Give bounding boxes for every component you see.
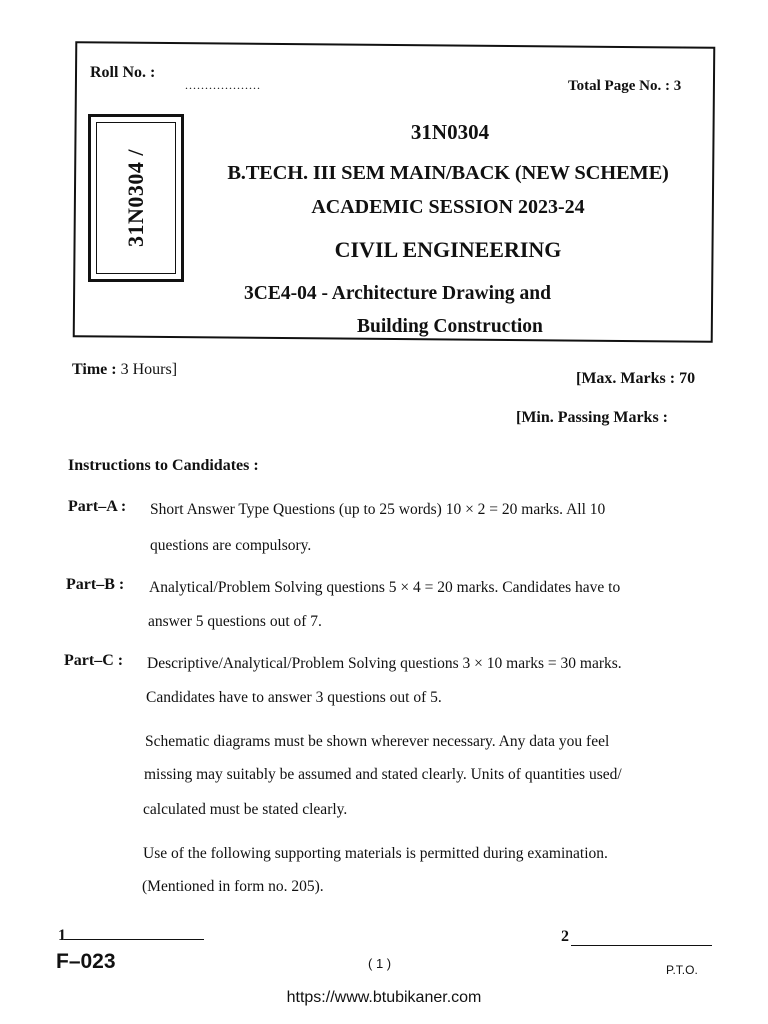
part-c-label: Part–C :	[64, 652, 124, 669]
time-label: Time :	[72, 361, 117, 378]
roll-no-dots: ...................	[185, 78, 261, 92]
note1-line3: calculated must be stated clearly.	[143, 801, 348, 818]
signature-2-label: 2	[561, 928, 569, 945]
time-row	[72, 361, 177, 379]
min-marks: [Min. Passing Marks :	[516, 409, 668, 426]
paper-code-stamp	[88, 114, 184, 282]
exam-title: B.TECH. III SEM MAIN/BACK (NEW SCHEME)	[227, 162, 669, 184]
subject-name-line2: Building Construction	[357, 316, 543, 337]
subject-title	[244, 283, 551, 305]
part-b-line2: answer 5 questions out of 7.	[148, 613, 322, 630]
instructions-heading: Instructions to Candidates :	[68, 457, 259, 474]
note1-line1: Schematic diagrams must be shown wherever necessary. Any data you feel	[145, 733, 610, 750]
time-value: 3 Hours]	[120, 361, 178, 378]
signature-1-line	[64, 939, 204, 940]
max-marks: [Max. Marks : 70	[576, 370, 696, 387]
note2-line2: (Mentioned in form no. 205).	[142, 878, 324, 895]
signature-1-label: 1	[58, 927, 66, 944]
pto-label: P.T.O.	[666, 963, 698, 977]
roll-no-label: Roll No. :	[90, 64, 156, 81]
note1-line2: missing may suitably be assumed and stated clearly. Units of quantities used/	[144, 766, 622, 783]
part-b-label: Part–B :	[66, 576, 125, 593]
part-c-line1: Descriptive/Analytical/Problem Solving questions 3 × 10 marks = 30 marks.	[147, 655, 622, 672]
paper-code: 31N0304	[410, 120, 490, 144]
stamp-code-text: 31N0304 /	[123, 149, 148, 247]
academic-session: ACADEMIC SESSION 2023-24	[311, 196, 585, 218]
branch-title: CIVIL ENGINEERING	[334, 237, 562, 262]
signature-2-line	[571, 945, 712, 946]
part-a-label: Part–A :	[68, 498, 127, 515]
note2-line1: Use of the following supporting materials is permitted during examination.	[143, 845, 608, 862]
part-a-line2: questions are compulsory.	[150, 537, 312, 554]
subject-name-line1: Architecture Drawing and	[331, 283, 551, 304]
total-pages: Total Page No. : 3	[568, 78, 682, 94]
part-c-line2: Candidates have to answer 3 questions out of 5.	[146, 689, 442, 706]
part-a-line1: Short Answer Type Questions (up to 25 words) 10 × 2 = 20 marks. All 10	[150, 501, 606, 518]
page-number: ( 1 )	[368, 956, 392, 971]
source-url[interactable]: https://www.btubikaner.com	[286, 989, 482, 1006]
form-code: F–023	[56, 950, 116, 973]
part-b-line1: Analytical/Problem Solving questions 5 × 4 = 20 marks. Candidates have to	[149, 579, 621, 596]
subject-code: 3CE4-04 -	[244, 283, 328, 304]
